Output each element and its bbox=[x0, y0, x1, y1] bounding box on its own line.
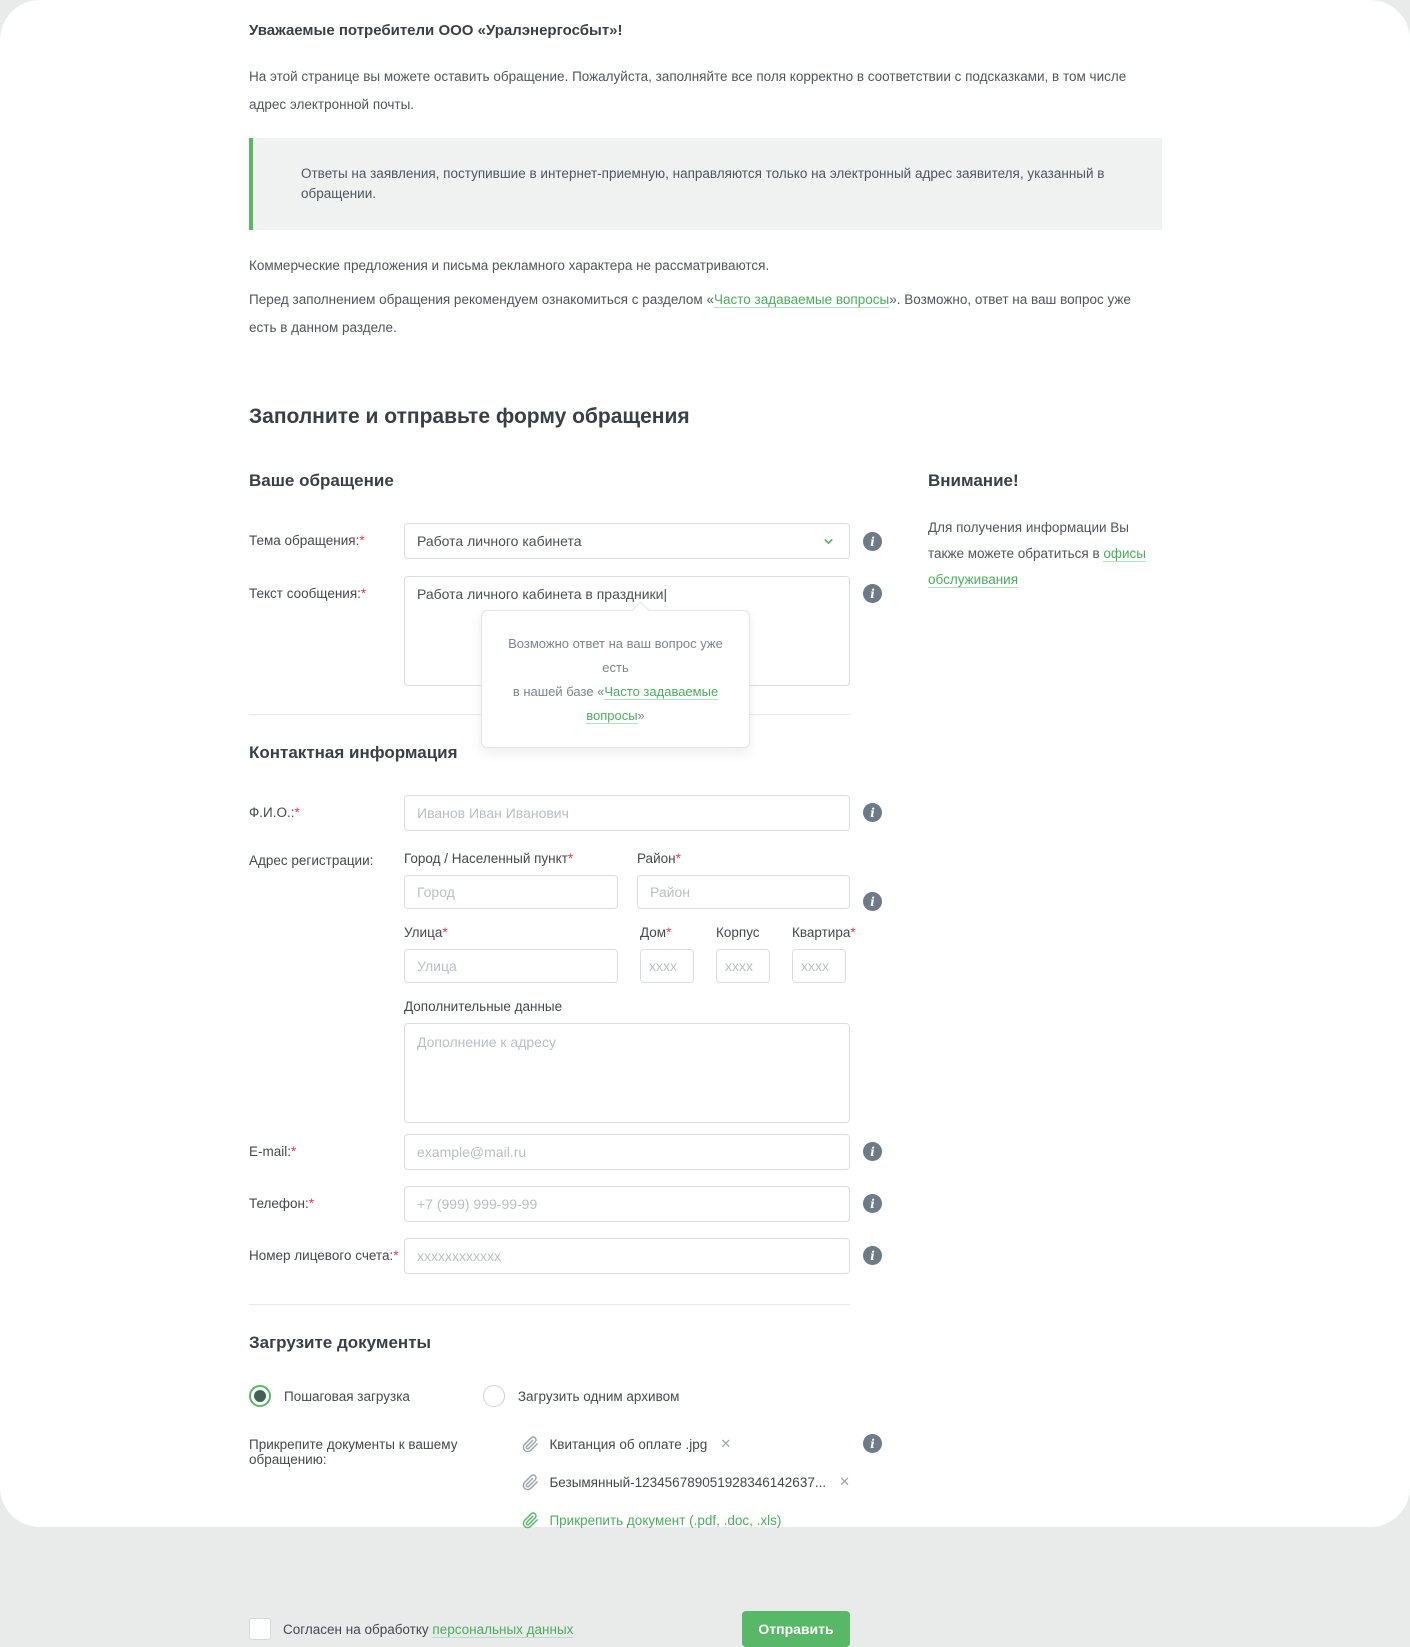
attachments-label: Прикрепите документы к вашему обращению: bbox=[249, 1437, 458, 1467]
paperclip-icon bbox=[522, 1474, 539, 1491]
remove-file-icon[interactable]: ✕ bbox=[720, 1436, 732, 1451]
consent-checkbox[interactable] bbox=[249, 1618, 271, 1640]
tooltip-line1: Возможно ответ на ваш вопрос уже есть bbox=[508, 636, 723, 675]
attachments-info-icon[interactable]: i bbox=[863, 1434, 882, 1453]
file-item bbox=[522, 1472, 850, 1492]
attention-text: Для получения информации Вы также можете обратиться в офисы обслуживания bbox=[928, 520, 1146, 587]
building-field[interactable] bbox=[716, 949, 770, 983]
message-label: Текст сообщения:* bbox=[249, 586, 367, 601]
radio-archive-upload[interactable] bbox=[483, 1385, 679, 1407]
phone-field[interactable] bbox=[404, 1186, 850, 1222]
city-field[interactable] bbox=[404, 875, 618, 909]
separator bbox=[249, 1578, 850, 1579]
message-textarea[interactable] bbox=[404, 576, 850, 723]
attach-link-label: Прикрепить документ (.pdf, .doc, .xls) bbox=[549, 1512, 782, 1528]
address-label: Адрес регистрации: bbox=[249, 853, 374, 868]
district-label: Район* bbox=[637, 851, 681, 866]
attention-panel bbox=[928, 471, 1150, 1647]
paperclip-icon bbox=[522, 1436, 539, 1453]
address-row bbox=[249, 851, 875, 1128]
topic-label: Тема обращения:* bbox=[249, 533, 365, 548]
faq-link[interactable]: Часто задаваемые вопросы bbox=[713, 292, 890, 307]
separator bbox=[249, 1304, 850, 1305]
city-label: Город / Населенный пункт* bbox=[404, 851, 574, 866]
chevron-down-icon bbox=[822, 535, 835, 548]
phone-row bbox=[249, 1186, 875, 1222]
required-asterisk: * bbox=[393, 1248, 399, 1263]
tooltip-line2-after: » bbox=[637, 708, 645, 723]
house-field[interactable] bbox=[640, 949, 694, 983]
email-label: E-mail:* bbox=[249, 1144, 297, 1159]
consent-block bbox=[249, 1618, 573, 1640]
radio-selected-icon bbox=[249, 1385, 271, 1407]
faq-text-before: Перед заполнением обращения рекомендуем ознакомиться с разделом « bbox=[249, 292, 714, 307]
attention-title: Внимание! bbox=[928, 471, 1019, 490]
fio-info-icon[interactable]: i bbox=[863, 803, 882, 822]
required-asterisk: * bbox=[666, 925, 672, 940]
required-asterisk: * bbox=[359, 533, 365, 548]
radio-step-upload[interactable] bbox=[249, 1385, 410, 1407]
account-label: Номер лицевого счета:* bbox=[249, 1248, 399, 1263]
faq-text-after: ». Возможно, ответ на ваш вопрос уже есть в данном разделе. bbox=[249, 292, 1131, 335]
consent-label: Согласен на обработку персональных данных bbox=[283, 1621, 574, 1637]
fio-label: Ф.И.О.:* bbox=[249, 805, 300, 820]
file-item bbox=[522, 1434, 850, 1454]
additional-label: Дополнительные данные bbox=[404, 999, 563, 1014]
account-info-icon[interactable]: i bbox=[863, 1246, 882, 1265]
building-label: Корпус bbox=[716, 925, 760, 940]
fio-row bbox=[249, 795, 875, 831]
attached-files-list bbox=[522, 1434, 850, 1548]
apartment-label: Квартира* bbox=[792, 925, 856, 940]
account-field[interactable] bbox=[404, 1238, 850, 1274]
topic-row bbox=[249, 523, 875, 559]
street-field[interactable] bbox=[404, 949, 618, 983]
intro-title: Уважаемые потребители ООО «Уралэнергосбыт»! bbox=[249, 22, 623, 39]
required-asterisk: * bbox=[850, 925, 856, 940]
intro-paragraph: На этой странице вы можете оставить обращение. Пожалуйста, заполняйте все поля корректно в соответствии с подсказками, в том числе адрес электронной почты. bbox=[249, 69, 1127, 112]
footer-row bbox=[249, 1611, 850, 1647]
message-row bbox=[249, 576, 875, 723]
faq-paragraph bbox=[249, 286, 1162, 342]
faq-tooltip bbox=[481, 610, 750, 748]
district-field[interactable] bbox=[637, 875, 850, 909]
address-info-icon[interactable]: i bbox=[863, 892, 882, 911]
message-text: Работа личного кабинета в праздники| bbox=[417, 586, 668, 602]
contact-section-title: Контактная информация bbox=[249, 743, 458, 762]
street-label: Улица* bbox=[404, 925, 448, 940]
form-title: Заполните и отправьте форму обращения bbox=[249, 405, 690, 428]
file-name: Квитанция об оплате .jpg bbox=[549, 1436, 708, 1452]
paperclip-icon bbox=[522, 1512, 539, 1529]
remove-file-icon[interactable]: ✕ bbox=[839, 1474, 850, 1489]
required-asterisk: * bbox=[567, 851, 574, 866]
notice-box bbox=[249, 138, 1162, 230]
submit-button[interactable]: Отправить bbox=[742, 1611, 850, 1647]
radio-step-label: Пошаговая загрузка bbox=[284, 1388, 410, 1404]
radio-archive-label: Загрузить одним архивом bbox=[517, 1388, 680, 1404]
appeal-section-title: Ваше обращение bbox=[249, 471, 394, 490]
required-asterisk: * bbox=[442, 925, 448, 940]
phone-label: Телефон:* bbox=[249, 1196, 315, 1211]
apartment-field[interactable] bbox=[792, 949, 846, 983]
required-asterisk: * bbox=[308, 1196, 315, 1211]
required-asterisk: * bbox=[294, 805, 300, 820]
required-asterisk: * bbox=[360, 586, 367, 601]
email-row bbox=[249, 1134, 875, 1170]
documents-section-title: Загрузите документы bbox=[249, 1333, 432, 1352]
email-field[interactable] bbox=[404, 1134, 850, 1170]
attachments-row bbox=[249, 1434, 875, 1548]
additional-field[interactable] bbox=[404, 1023, 850, 1123]
tooltip-faq-link[interactable]: Часто задаваемые вопросы bbox=[586, 684, 719, 723]
topic-info-icon[interactable]: i bbox=[863, 532, 882, 551]
tooltip-line2-before: в нашей базе « bbox=[512, 684, 605, 699]
service-offices-link[interactable]: офисы обслуживания bbox=[928, 546, 1146, 587]
intro-section bbox=[249, 22, 1162, 342]
account-row bbox=[249, 1238, 875, 1274]
notice-text: Ответы на заявления, поступившие в интернет-приемную, направляются только на электронный адрес заявителя, указанный в обращении. bbox=[301, 166, 1105, 201]
topic-select[interactable] bbox=[404, 523, 850, 559]
commercial-note: Коммерческие предложения и письма рекламного характера не рассматриваются. bbox=[249, 258, 770, 273]
personal-data-link[interactable]: персональных данных bbox=[432, 1621, 574, 1637]
email-info-icon[interactable]: i bbox=[863, 1142, 882, 1161]
phone-info-icon[interactable]: i bbox=[863, 1194, 882, 1213]
house-label: Дом* bbox=[640, 925, 672, 940]
topic-value: Работа личного кабинета bbox=[417, 533, 582, 549]
radio-unselected-icon bbox=[483, 1385, 505, 1407]
required-asterisk: * bbox=[291, 1144, 297, 1159]
message-info-icon[interactable]: i bbox=[863, 584, 882, 603]
attach-document-link[interactable] bbox=[522, 1510, 850, 1530]
file-name: Безымянный-123456789051928346142637... bbox=[549, 1474, 827, 1490]
upload-mode-radios bbox=[249, 1385, 850, 1407]
required-asterisk: * bbox=[675, 851, 681, 866]
fio-field[interactable] bbox=[404, 795, 850, 831]
